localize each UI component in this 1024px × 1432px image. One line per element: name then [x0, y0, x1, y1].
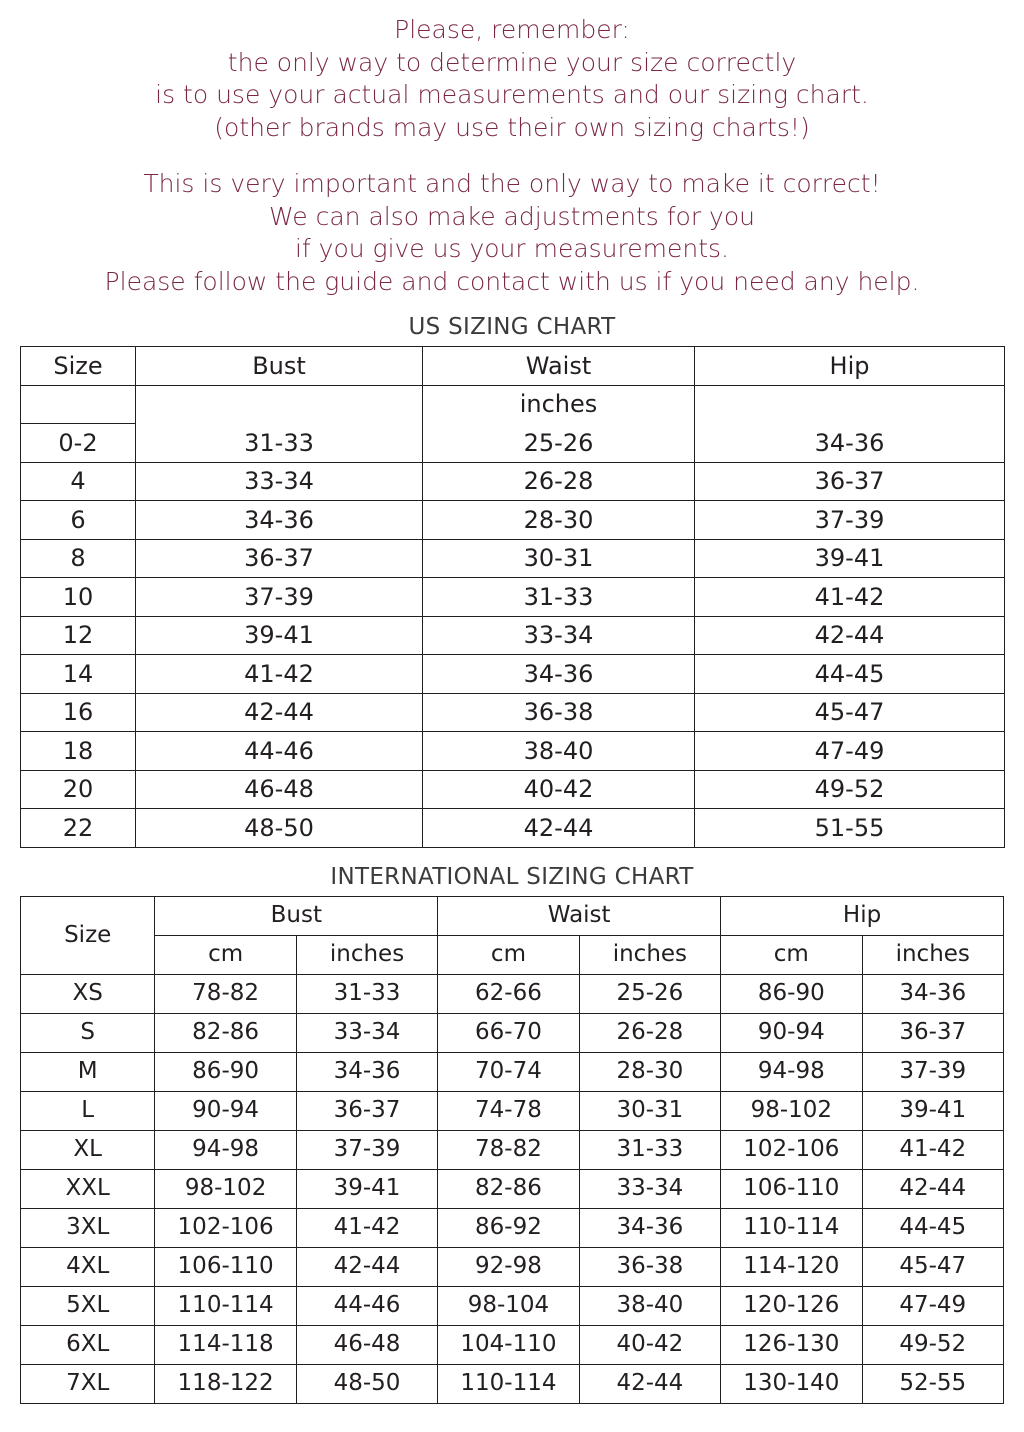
cell-hip: 47-49 [695, 732, 1005, 771]
column-header-hip: Hip [695, 347, 1005, 386]
column-header-waist: Waist [423, 347, 695, 386]
cell-waist-inches: 31-33 [579, 1130, 720, 1169]
cell-size: 0-2 [21, 424, 136, 463]
column-header-waist: Waist [438, 896, 721, 935]
unit-cell-size [21, 385, 136, 424]
cell-waist: 36-38 [423, 693, 695, 732]
cell-size: L [21, 1091, 155, 1130]
cell-bust-inches: 36-37 [296, 1091, 437, 1130]
cell-waist: 26-28 [423, 462, 695, 501]
table-row [21, 1247, 1004, 1286]
column-header-size: Size [21, 896, 155, 974]
intro-spacer [20, 144, 1004, 168]
cell-hip-inches: 37-39 [862, 1052, 1003, 1091]
cell-waist: 34-36 [423, 655, 695, 694]
cell-hip: 36-37 [695, 462, 1005, 501]
table-row [21, 655, 1005, 694]
cell-waist-cm: 78-82 [438, 1130, 579, 1169]
cell-waist-inches: 28-30 [579, 1052, 720, 1091]
cell-hip-inches: 42-44 [862, 1169, 1003, 1208]
table-row [21, 732, 1005, 771]
cell-waist-cm: 110-114 [438, 1364, 579, 1403]
cell-bust-cm: 106-110 [155, 1247, 296, 1286]
intro-line: the only way to determine your size correctly [227, 47, 797, 77]
cell-bust: 39-41 [136, 616, 423, 655]
column-header-hip: Hip [721, 896, 1004, 935]
table-header-row [21, 347, 1005, 386]
cell-bust-inches: 34-36 [296, 1052, 437, 1091]
table-row [21, 1013, 1004, 1052]
intro-line: Please follow the guide and contact with us if you need any help. [104, 266, 920, 296]
cell-bust-cm: 114-118 [155, 1325, 296, 1364]
cell-bust: 36-37 [136, 539, 423, 578]
unit-header-hip-cm: cm [721, 935, 862, 974]
cell-size: 5XL [21, 1286, 155, 1325]
cell-waist: 30-31 [423, 539, 695, 578]
cell-waist-cm: 70-74 [438, 1052, 579, 1091]
intro-text [20, 14, 1004, 298]
cell-bust-cm: 82-86 [155, 1013, 296, 1052]
table-row [21, 424, 1005, 463]
cell-size: 4 [21, 462, 136, 501]
table-row [21, 974, 1004, 1013]
cell-bust-inches: 42-44 [296, 1247, 437, 1286]
table-row [21, 1325, 1004, 1364]
cell-size: 22 [21, 809, 136, 848]
cell-hip-cm: 126-130 [721, 1325, 862, 1364]
us-sizing-table [20, 346, 1005, 848]
cell-waist-cm: 66-70 [438, 1013, 579, 1052]
cell-bust: 48-50 [136, 809, 423, 848]
unit-header-row [21, 935, 1004, 974]
cell-hip-cm: 106-110 [721, 1169, 862, 1208]
cell-bust-cm: 98-102 [155, 1169, 296, 1208]
table-row [21, 1364, 1004, 1403]
cell-hip: 51-55 [695, 809, 1005, 848]
unit-cell-inches: inches [423, 385, 695, 424]
table-row [21, 770, 1005, 809]
cell-bust-inches: 39-41 [296, 1169, 437, 1208]
cell-waist-inches: 42-44 [579, 1364, 720, 1403]
cell-hip-inches: 44-45 [862, 1208, 1003, 1247]
cell-waist: 40-42 [423, 770, 695, 809]
cell-hip-inches: 36-37 [862, 1013, 1003, 1052]
unit-cell-hip [695, 385, 1005, 424]
table-row [21, 578, 1005, 617]
cell-hip-cm: 90-94 [721, 1013, 862, 1052]
cell-bust-inches: 46-48 [296, 1325, 437, 1364]
cell-size: 10 [21, 578, 136, 617]
cell-hip-cm: 120-126 [721, 1286, 862, 1325]
cell-size: XL [21, 1130, 155, 1169]
cell-bust: 46-48 [136, 770, 423, 809]
cell-waist-inches: 26-28 [579, 1013, 720, 1052]
intro-line: We can also make adjustments for you [269, 201, 755, 231]
cell-hip: 49-52 [695, 770, 1005, 809]
cell-bust: 31-33 [136, 424, 423, 463]
intro-line: This is very important and the only way to make it correct! [143, 169, 881, 198]
unit-header-hip-inches: inches [862, 935, 1003, 974]
cell-hip-cm: 130-140 [721, 1364, 862, 1403]
cell-size: 20 [21, 770, 136, 809]
cell-hip: 42-44 [695, 616, 1005, 655]
table-row [21, 501, 1005, 540]
cell-waist-inches: 38-40 [579, 1286, 720, 1325]
cell-bust-cm: 102-106 [155, 1208, 296, 1247]
cell-waist-cm: 104-110 [438, 1325, 579, 1364]
table-row [21, 462, 1005, 501]
unit-header-bust-cm: cm [155, 935, 296, 974]
cell-hip-inches: 52-55 [862, 1364, 1003, 1403]
cell-size: 14 [21, 655, 136, 694]
cell-bust-cm: 110-114 [155, 1286, 296, 1325]
cell-bust-cm: 94-98 [155, 1130, 296, 1169]
cell-waist-cm: 62-66 [438, 974, 579, 1013]
cell-waist-inches: 40-42 [579, 1325, 720, 1364]
cell-waist: 31-33 [423, 578, 695, 617]
cell-bust: 41-42 [136, 655, 423, 694]
cell-waist-cm: 74-78 [438, 1091, 579, 1130]
table-row [21, 1169, 1004, 1208]
table-header-row [21, 896, 1004, 935]
table-row [21, 616, 1005, 655]
cell-bust-inches: 33-34 [296, 1013, 437, 1052]
column-header-bust: Bust [136, 347, 423, 386]
cell-size: 6 [21, 501, 136, 540]
cell-size: 8 [21, 539, 136, 578]
cell-hip-cm: 114-120 [721, 1247, 862, 1286]
cell-size: XS [21, 974, 155, 1013]
cell-hip-cm: 98-102 [721, 1091, 862, 1130]
cell-bust-inches: 31-33 [296, 974, 437, 1013]
cell-waist: 38-40 [423, 732, 695, 771]
cell-bust-inches: 41-42 [296, 1208, 437, 1247]
cell-size: 7XL [21, 1364, 155, 1403]
unit-header-bust-inches: inches [296, 935, 437, 974]
table-row [21, 1208, 1004, 1247]
cell-hip: 37-39 [695, 501, 1005, 540]
cell-waist: 28-30 [423, 501, 695, 540]
cell-waist-cm: 82-86 [438, 1169, 579, 1208]
cell-bust: 34-36 [136, 501, 423, 540]
international-sizing-table [20, 896, 1004, 1404]
cell-waist-cm: 92-98 [438, 1247, 579, 1286]
cell-size: 18 [21, 732, 136, 771]
cell-waist-inches: 36-38 [579, 1247, 720, 1286]
cell-hip-inches: 41-42 [862, 1130, 1003, 1169]
column-header-size: Size [21, 347, 136, 386]
cell-waist: 42-44 [423, 809, 695, 848]
cell-hip: 34-36 [695, 424, 1005, 463]
unit-row [21, 385, 1005, 424]
table-row [21, 693, 1005, 732]
table-row [21, 1091, 1004, 1130]
cell-size: 16 [21, 693, 136, 732]
cell-waist-inches: 25-26 [579, 974, 720, 1013]
cell-bust-cm: 90-94 [155, 1091, 296, 1130]
cell-waist-inches: 33-34 [579, 1169, 720, 1208]
cell-bust-inches: 48-50 [296, 1364, 437, 1403]
cell-hip-cm: 110-114 [721, 1208, 862, 1247]
cell-bust-inches: 37-39 [296, 1130, 437, 1169]
cell-waist-cm: 86-92 [438, 1208, 579, 1247]
intro-line: (other brands may use their own sizing charts!) [214, 112, 810, 142]
intro-line: is to use your actual measurements and our sizing chart. [155, 80, 869, 109]
cell-size: 12 [21, 616, 136, 655]
table-row [21, 1286, 1004, 1325]
cell-hip-cm: 94-98 [721, 1052, 862, 1091]
cell-hip-inches: 45-47 [862, 1247, 1003, 1286]
cell-bust-cm: 86-90 [155, 1052, 296, 1091]
cell-bust: 42-44 [136, 693, 423, 732]
cell-hip: 39-41 [695, 539, 1005, 578]
column-header-bust: Bust [155, 896, 438, 935]
intl-chart-title: INTERNATIONAL SIZING CHART [330, 863, 694, 890]
cell-waist: 25-26 [423, 424, 695, 463]
cell-hip-inches: 39-41 [862, 1091, 1003, 1130]
unit-cell-bust [136, 385, 423, 424]
cell-hip: 44-45 [695, 655, 1005, 694]
intro-line: if you give us your measurements. [294, 234, 729, 263]
cell-hip: 45-47 [695, 693, 1005, 732]
cell-size: 3XL [21, 1208, 155, 1247]
cell-hip-cm: 86-90 [721, 974, 862, 1013]
cell-bust: 33-34 [136, 462, 423, 501]
cell-size: XXL [21, 1169, 155, 1208]
cell-hip-inches: 34-36 [862, 974, 1003, 1013]
cell-size: M [21, 1052, 155, 1091]
us-chart-title: US SIZING CHART [408, 314, 616, 340]
table-row [21, 1052, 1004, 1091]
cell-size: 4XL [21, 1247, 155, 1286]
cell-waist-inches: 30-31 [579, 1091, 720, 1130]
cell-hip-inches: 47-49 [862, 1286, 1003, 1325]
cell-waist-cm: 98-104 [438, 1286, 579, 1325]
cell-size: S [21, 1013, 155, 1052]
table-row [21, 539, 1005, 578]
cell-bust: 44-46 [136, 732, 423, 771]
unit-header-waist-cm: cm [438, 935, 579, 974]
cell-hip: 41-42 [695, 578, 1005, 617]
cell-bust-cm: 118-122 [155, 1364, 296, 1403]
cell-size: 6XL [21, 1325, 155, 1364]
table-row [21, 809, 1005, 848]
table-row [21, 1130, 1004, 1169]
cell-bust-cm: 78-82 [155, 974, 296, 1013]
cell-bust: 37-39 [136, 578, 423, 617]
unit-header-waist-inches: inches [579, 935, 720, 974]
cell-hip-cm: 102-106 [721, 1130, 862, 1169]
cell-waist: 33-34 [423, 616, 695, 655]
intro-line: Please, remember: [394, 15, 630, 44]
cell-bust-inches: 44-46 [296, 1286, 437, 1325]
cell-hip-inches: 49-52 [862, 1325, 1003, 1364]
cell-waist-inches: 34-36 [579, 1208, 720, 1247]
